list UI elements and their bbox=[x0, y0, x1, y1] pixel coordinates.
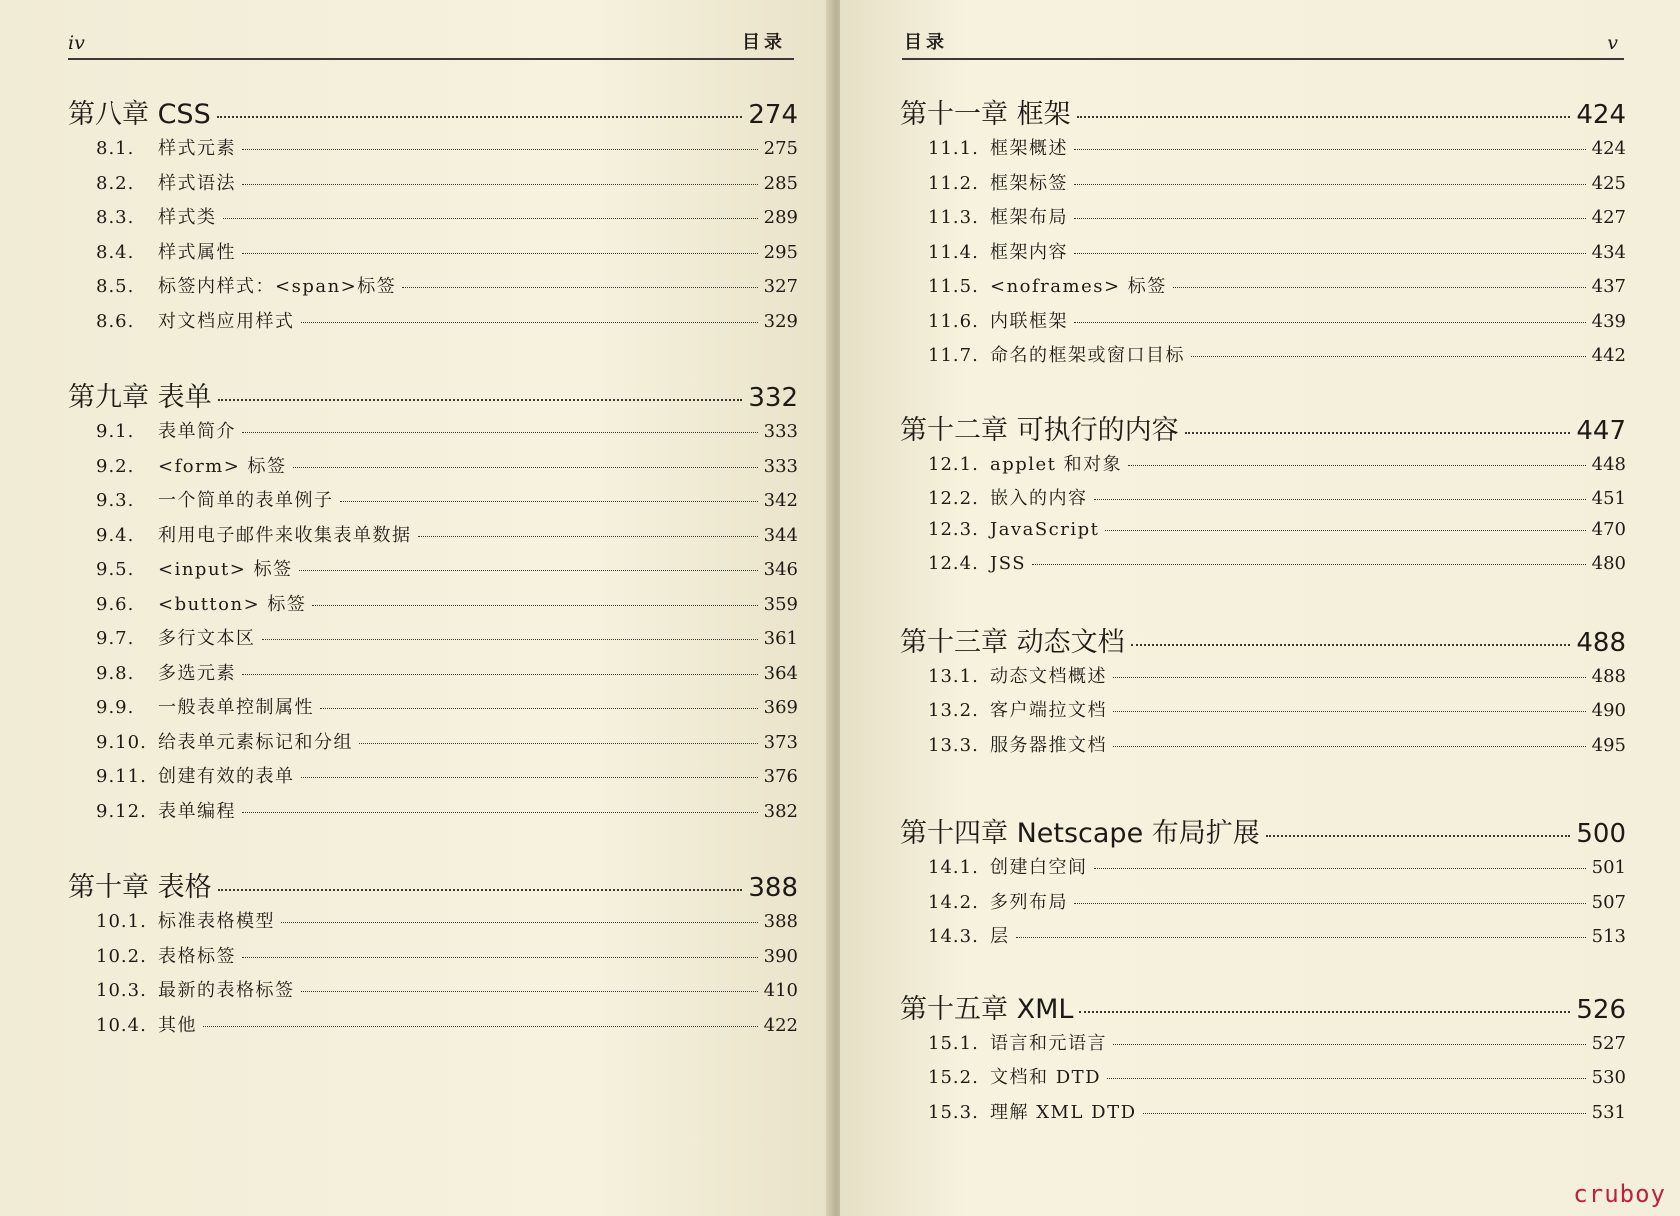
section-page-number: 451 bbox=[1591, 488, 1626, 509]
dot-leader bbox=[301, 777, 758, 778]
dot-leader bbox=[262, 639, 758, 640]
toc-entry bbox=[68, 307, 798, 342]
section-title: 表格标签 bbox=[158, 945, 236, 967]
dot-leader bbox=[242, 812, 758, 813]
chapter-page-number: 274 bbox=[748, 100, 798, 130]
chapter-title: 第十三章 动态文档 bbox=[900, 626, 1125, 658]
section-title: 创建白空间 bbox=[990, 857, 1088, 878]
dot-leader bbox=[242, 432, 758, 433]
section-title: 层 bbox=[990, 926, 1010, 947]
section-page-number: 490 bbox=[1591, 700, 1626, 721]
toc-entry bbox=[900, 169, 1626, 204]
section-title: 表单编程 bbox=[158, 800, 236, 822]
section-number: 12.2. bbox=[928, 488, 979, 509]
toc-entry bbox=[68, 555, 798, 590]
section-number: 8.4. bbox=[96, 241, 135, 263]
dot-leader bbox=[242, 149, 758, 150]
toc-entry bbox=[68, 728, 798, 763]
section-number: 12.1. bbox=[928, 453, 979, 475]
toc-entry bbox=[900, 1098, 1626, 1133]
section-page-number: 289 bbox=[763, 207, 798, 228]
dot-leader bbox=[1131, 644, 1571, 646]
section-title: 嵌入的内容 bbox=[990, 488, 1088, 509]
dot-leader bbox=[1185, 432, 1571, 434]
section-number: 13.1. bbox=[928, 665, 979, 687]
toc-entry bbox=[68, 797, 798, 832]
chapter-title: 第九章 表单 bbox=[68, 382, 212, 413]
section-title: 给表单元素标记和分组 bbox=[158, 731, 353, 753]
dot-leader bbox=[1113, 677, 1586, 678]
section-title: 最新的表格标签 bbox=[158, 980, 295, 1001]
toc-entry bbox=[68, 521, 798, 556]
toc-entry bbox=[68, 590, 798, 625]
toc-entry bbox=[68, 238, 798, 273]
section-title: 语言和元语言 bbox=[990, 1032, 1107, 1054]
section-number: 10.2. bbox=[96, 945, 147, 967]
section-page-number: 513 bbox=[1591, 926, 1626, 947]
section-title: 内联框架 bbox=[990, 310, 1068, 332]
section-number: 9.3. bbox=[96, 490, 135, 511]
section-title: <noframes> 标签 bbox=[990, 276, 1167, 297]
toc-entry bbox=[68, 762, 798, 797]
dot-leader bbox=[218, 399, 743, 401]
section-number: 14.3. bbox=[928, 926, 979, 947]
toc-entry bbox=[900, 134, 1626, 169]
section-number: 10.1. bbox=[96, 911, 147, 932]
dot-leader bbox=[1143, 1113, 1586, 1114]
section-page-number: 369 bbox=[763, 697, 798, 718]
chapter-page-number: 526 bbox=[1576, 994, 1626, 1025]
section-title: 服务器推文档 bbox=[990, 734, 1107, 756]
section-page-number: 442 bbox=[1591, 345, 1626, 366]
dot-leader bbox=[217, 116, 743, 118]
dot-leader bbox=[1113, 711, 1586, 712]
section-page-number: 295 bbox=[763, 241, 798, 263]
section-title: 框架标签 bbox=[990, 172, 1068, 194]
toc-entry bbox=[68, 169, 798, 204]
dot-leader bbox=[359, 743, 758, 744]
section-number: 8.1. bbox=[96, 138, 135, 159]
toc-entry bbox=[68, 976, 798, 1011]
right-page bbox=[840, 0, 1680, 1216]
toc-entry bbox=[900, 1063, 1626, 1098]
section-title: 多列布局 bbox=[990, 891, 1068, 913]
section-page-number: 448 bbox=[1591, 453, 1626, 475]
running-title: 目录 bbox=[904, 32, 948, 53]
toc-entry bbox=[900, 519, 1626, 554]
chapter-heading bbox=[68, 92, 798, 134]
section-number: 11.1. bbox=[928, 138, 979, 159]
section-page-number: 495 bbox=[1591, 734, 1626, 756]
section-number: 9.2. bbox=[96, 455, 135, 477]
section-number: 13.2. bbox=[928, 700, 979, 721]
section-number: 11.3. bbox=[928, 207, 979, 228]
dot-leader bbox=[218, 889, 743, 891]
toc-entry bbox=[900, 922, 1626, 957]
chapter-heading bbox=[900, 92, 1626, 134]
section-number: 10.4. bbox=[96, 1014, 147, 1036]
section-title: 框架概述 bbox=[990, 138, 1068, 159]
section-number: 9.5. bbox=[96, 559, 135, 580]
section-page-number: 373 bbox=[763, 731, 798, 753]
section-title: 一个简单的表单例子 bbox=[158, 490, 334, 511]
section-number: 11.7. bbox=[928, 345, 979, 366]
dot-leader bbox=[242, 957, 758, 958]
dot-leader bbox=[1074, 253, 1586, 254]
section-page-number: 361 bbox=[763, 628, 798, 649]
toc-entry bbox=[68, 942, 798, 977]
toc-entry bbox=[900, 484, 1626, 519]
toc-entry bbox=[68, 134, 798, 169]
section-page-number: 346 bbox=[763, 559, 798, 580]
dot-leader bbox=[1113, 1044, 1586, 1045]
chapter-page-number: 424 bbox=[1576, 100, 1626, 130]
section-number: 15.1. bbox=[928, 1032, 979, 1054]
section-number: 14.1. bbox=[928, 857, 979, 878]
section-page-number: 527 bbox=[1591, 1032, 1626, 1054]
dot-leader bbox=[1191, 356, 1586, 357]
section-title: 标准表格模型 bbox=[158, 911, 275, 932]
toc-entry bbox=[68, 659, 798, 694]
section-page-number: 424 bbox=[1591, 138, 1626, 159]
section-page-number: 434 bbox=[1591, 241, 1626, 263]
chapter-page-number: 447 bbox=[1576, 415, 1626, 446]
dot-leader bbox=[293, 467, 758, 468]
section-title: 动态文档概述 bbox=[990, 665, 1107, 687]
dot-leader bbox=[1266, 835, 1571, 837]
dot-leader bbox=[1016, 937, 1586, 938]
dot-leader bbox=[1074, 322, 1586, 323]
toc-entry bbox=[900, 238, 1626, 273]
section-title: 命名的框架或窗口目标 bbox=[990, 345, 1185, 366]
section-number: 9.1. bbox=[96, 421, 135, 442]
section-title: <form> 标签 bbox=[158, 455, 287, 477]
dot-leader bbox=[1173, 287, 1586, 288]
section-title: 创建有效的表单 bbox=[158, 766, 295, 787]
dot-leader bbox=[1074, 149, 1586, 150]
watermark: cruboy bbox=[1573, 1180, 1666, 1208]
left-page bbox=[0, 0, 834, 1216]
toc-entry bbox=[68, 272, 798, 307]
section-page-number: 439 bbox=[1591, 310, 1626, 332]
dot-leader bbox=[1032, 564, 1586, 565]
dot-leader bbox=[223, 218, 758, 219]
chapter-heading bbox=[900, 987, 1626, 1029]
section-page-number: 364 bbox=[763, 662, 798, 684]
toc-entry bbox=[68, 203, 798, 238]
section-title: 一般表单控制属性 bbox=[158, 697, 314, 718]
page-header bbox=[902, 22, 1624, 60]
table-of-contents bbox=[900, 92, 1626, 1132]
section-title: JSS bbox=[990, 553, 1027, 574]
section-title: <input> 标签 bbox=[158, 559, 293, 580]
chapter-heading bbox=[68, 865, 798, 907]
dot-leader bbox=[301, 991, 758, 992]
section-page-number: 422 bbox=[763, 1014, 798, 1036]
section-page-number: 507 bbox=[1591, 891, 1626, 913]
toc-entry bbox=[68, 486, 798, 521]
dot-leader bbox=[1077, 116, 1571, 118]
section-page-number: 390 bbox=[763, 945, 798, 967]
dot-leader bbox=[242, 674, 758, 675]
section-title: applet 和对象 bbox=[990, 453, 1123, 475]
section-title: 理解 XML DTD bbox=[990, 1101, 1137, 1123]
dot-leader bbox=[1079, 1011, 1570, 1013]
chapter-page-number: 488 bbox=[1576, 627, 1626, 658]
section-title: 多选元素 bbox=[158, 662, 236, 684]
section-title: 框架布局 bbox=[990, 207, 1068, 228]
section-number: 11.2. bbox=[928, 172, 979, 194]
section-number: 13.3. bbox=[928, 734, 979, 756]
section-number: 8.6. bbox=[96, 310, 135, 332]
chapter-title: 第十二章 可执行的内容 bbox=[900, 414, 1179, 446]
chapter-heading bbox=[900, 620, 1626, 662]
toc-entry bbox=[900, 662, 1626, 697]
toc-entry bbox=[900, 1029, 1626, 1064]
section-number: 8.2. bbox=[96, 172, 135, 194]
toc-entry bbox=[900, 888, 1626, 923]
toc-entry bbox=[900, 272, 1626, 307]
section-title: 样式属性 bbox=[158, 241, 236, 263]
section-number: 8.5. bbox=[96, 276, 135, 297]
section-page-number: 359 bbox=[763, 593, 798, 615]
dot-leader bbox=[1094, 499, 1586, 500]
section-number: 9.8. bbox=[96, 662, 135, 684]
section-page-number: 501 bbox=[1591, 857, 1626, 878]
section-page-number: 329 bbox=[763, 310, 798, 332]
section-number: 12.3. bbox=[928, 518, 979, 540]
section-number: 11.4. bbox=[928, 241, 979, 263]
page-header bbox=[68, 22, 794, 60]
section-number: 15.2. bbox=[928, 1067, 979, 1088]
section-title: 样式语法 bbox=[158, 172, 236, 194]
section-page-number: 333 bbox=[763, 455, 798, 477]
toc-entry bbox=[68, 693, 798, 728]
toc-entry bbox=[900, 853, 1626, 888]
section-page-number: 388 bbox=[763, 911, 798, 932]
section-title: 样式元素 bbox=[158, 138, 236, 159]
dot-leader bbox=[340, 501, 758, 502]
dot-leader bbox=[418, 536, 758, 537]
section-number: 9.9. bbox=[96, 697, 135, 718]
chapter-title: 第八章 CSS bbox=[68, 99, 211, 130]
chapter-title: 第十一章 框架 bbox=[900, 99, 1071, 130]
page-number: v bbox=[1607, 32, 1618, 54]
section-page-number: 410 bbox=[763, 980, 798, 1001]
chapter-page-number: 388 bbox=[748, 873, 798, 903]
section-page-number: 275 bbox=[763, 138, 798, 159]
running-title: 目录 bbox=[742, 32, 786, 53]
dot-leader bbox=[242, 184, 758, 185]
section-page-number: 333 bbox=[763, 421, 798, 442]
dot-leader bbox=[320, 708, 758, 709]
dot-leader bbox=[203, 1026, 758, 1027]
toc-entry bbox=[900, 450, 1626, 485]
chapter-heading bbox=[900, 811, 1626, 853]
section-page-number: 480 bbox=[1591, 553, 1626, 574]
section-page-number: 376 bbox=[763, 766, 798, 787]
section-page-number: 530 bbox=[1591, 1067, 1626, 1088]
section-title: 多行文本区 bbox=[158, 628, 256, 649]
page-number: iv bbox=[68, 32, 85, 54]
dot-leader bbox=[1107, 1078, 1586, 1079]
section-number: 14.2. bbox=[928, 891, 979, 913]
toc-entry bbox=[900, 731, 1626, 766]
section-page-number: 427 bbox=[1591, 207, 1626, 228]
chapter-page-number: 500 bbox=[1576, 819, 1626, 849]
section-number: 8.3. bbox=[96, 207, 135, 228]
section-title: 对文档应用样式 bbox=[158, 310, 295, 332]
section-page-number: 344 bbox=[763, 524, 798, 546]
section-page-number: 531 bbox=[1591, 1101, 1626, 1123]
dot-leader bbox=[1128, 465, 1586, 466]
chapter-heading bbox=[68, 375, 798, 417]
section-number: 9.6. bbox=[96, 593, 135, 615]
section-number: 11.6. bbox=[928, 310, 979, 332]
chapter-title: 第十四章 Netscape 布局扩展 bbox=[900, 818, 1260, 849]
dot-leader bbox=[1094, 868, 1586, 869]
toc-entry bbox=[68, 907, 798, 942]
section-page-number: 437 bbox=[1591, 276, 1626, 297]
section-page-number: 342 bbox=[763, 490, 798, 511]
section-page-number: 327 bbox=[763, 276, 798, 297]
dot-leader bbox=[301, 322, 758, 323]
dot-leader bbox=[281, 922, 758, 923]
dot-leader bbox=[1105, 530, 1585, 531]
toc-entry bbox=[900, 696, 1626, 731]
dot-leader bbox=[1074, 903, 1586, 904]
chapter-heading bbox=[900, 408, 1626, 450]
dot-leader bbox=[242, 253, 758, 254]
dot-leader bbox=[1074, 218, 1586, 219]
section-title: 客户端拉文档 bbox=[990, 700, 1107, 721]
toc-entry bbox=[68, 1011, 798, 1046]
section-page-number: 285 bbox=[763, 172, 798, 194]
toc-entry bbox=[900, 553, 1626, 588]
section-page-number: 470 bbox=[1591, 518, 1626, 540]
toc-entry bbox=[900, 203, 1626, 238]
section-title: 样式类 bbox=[158, 207, 217, 228]
chapter-title: 第十五章 XML bbox=[900, 993, 1074, 1025]
section-number: 9.4. bbox=[96, 524, 135, 546]
section-title: 利用电子邮件来收集表单数据 bbox=[158, 524, 412, 546]
section-title: 标签内样式：<span>标签 bbox=[158, 276, 397, 297]
section-page-number: 488 bbox=[1591, 665, 1626, 687]
toc-entry bbox=[68, 452, 798, 487]
section-title: JavaScript bbox=[990, 518, 1100, 540]
section-number: 9.7. bbox=[96, 628, 135, 649]
section-number: 9.10. bbox=[96, 731, 147, 753]
section-number: 10.3. bbox=[96, 980, 147, 1001]
toc-entry bbox=[900, 307, 1626, 342]
chapter-page-number: 332 bbox=[748, 383, 798, 413]
section-page-number: 382 bbox=[763, 800, 798, 822]
section-page-number: 425 bbox=[1591, 172, 1626, 194]
dot-leader bbox=[1074, 184, 1586, 185]
section-title: 文档和 DTD bbox=[990, 1067, 1102, 1088]
section-title: 框架内容 bbox=[990, 241, 1068, 263]
chapter-title: 第十章 表格 bbox=[68, 872, 212, 903]
section-title: 表单简介 bbox=[158, 421, 236, 442]
section-title: 其他 bbox=[158, 1014, 197, 1036]
dot-leader bbox=[312, 605, 757, 606]
section-number: 9.11. bbox=[96, 766, 147, 787]
dot-leader bbox=[1113, 746, 1586, 747]
section-number: 12.4. bbox=[928, 553, 979, 574]
section-number: 11.5. bbox=[928, 276, 979, 297]
toc-entry bbox=[900, 341, 1626, 376]
toc-entry bbox=[68, 417, 798, 452]
section-number: 9.12. bbox=[96, 800, 147, 822]
dot-leader bbox=[299, 570, 758, 571]
section-number: 15.3. bbox=[928, 1101, 979, 1123]
table-of-contents bbox=[68, 92, 798, 1045]
toc-entry bbox=[68, 624, 798, 659]
section-title: <button> 标签 bbox=[158, 593, 307, 615]
dot-leader bbox=[402, 287, 757, 288]
